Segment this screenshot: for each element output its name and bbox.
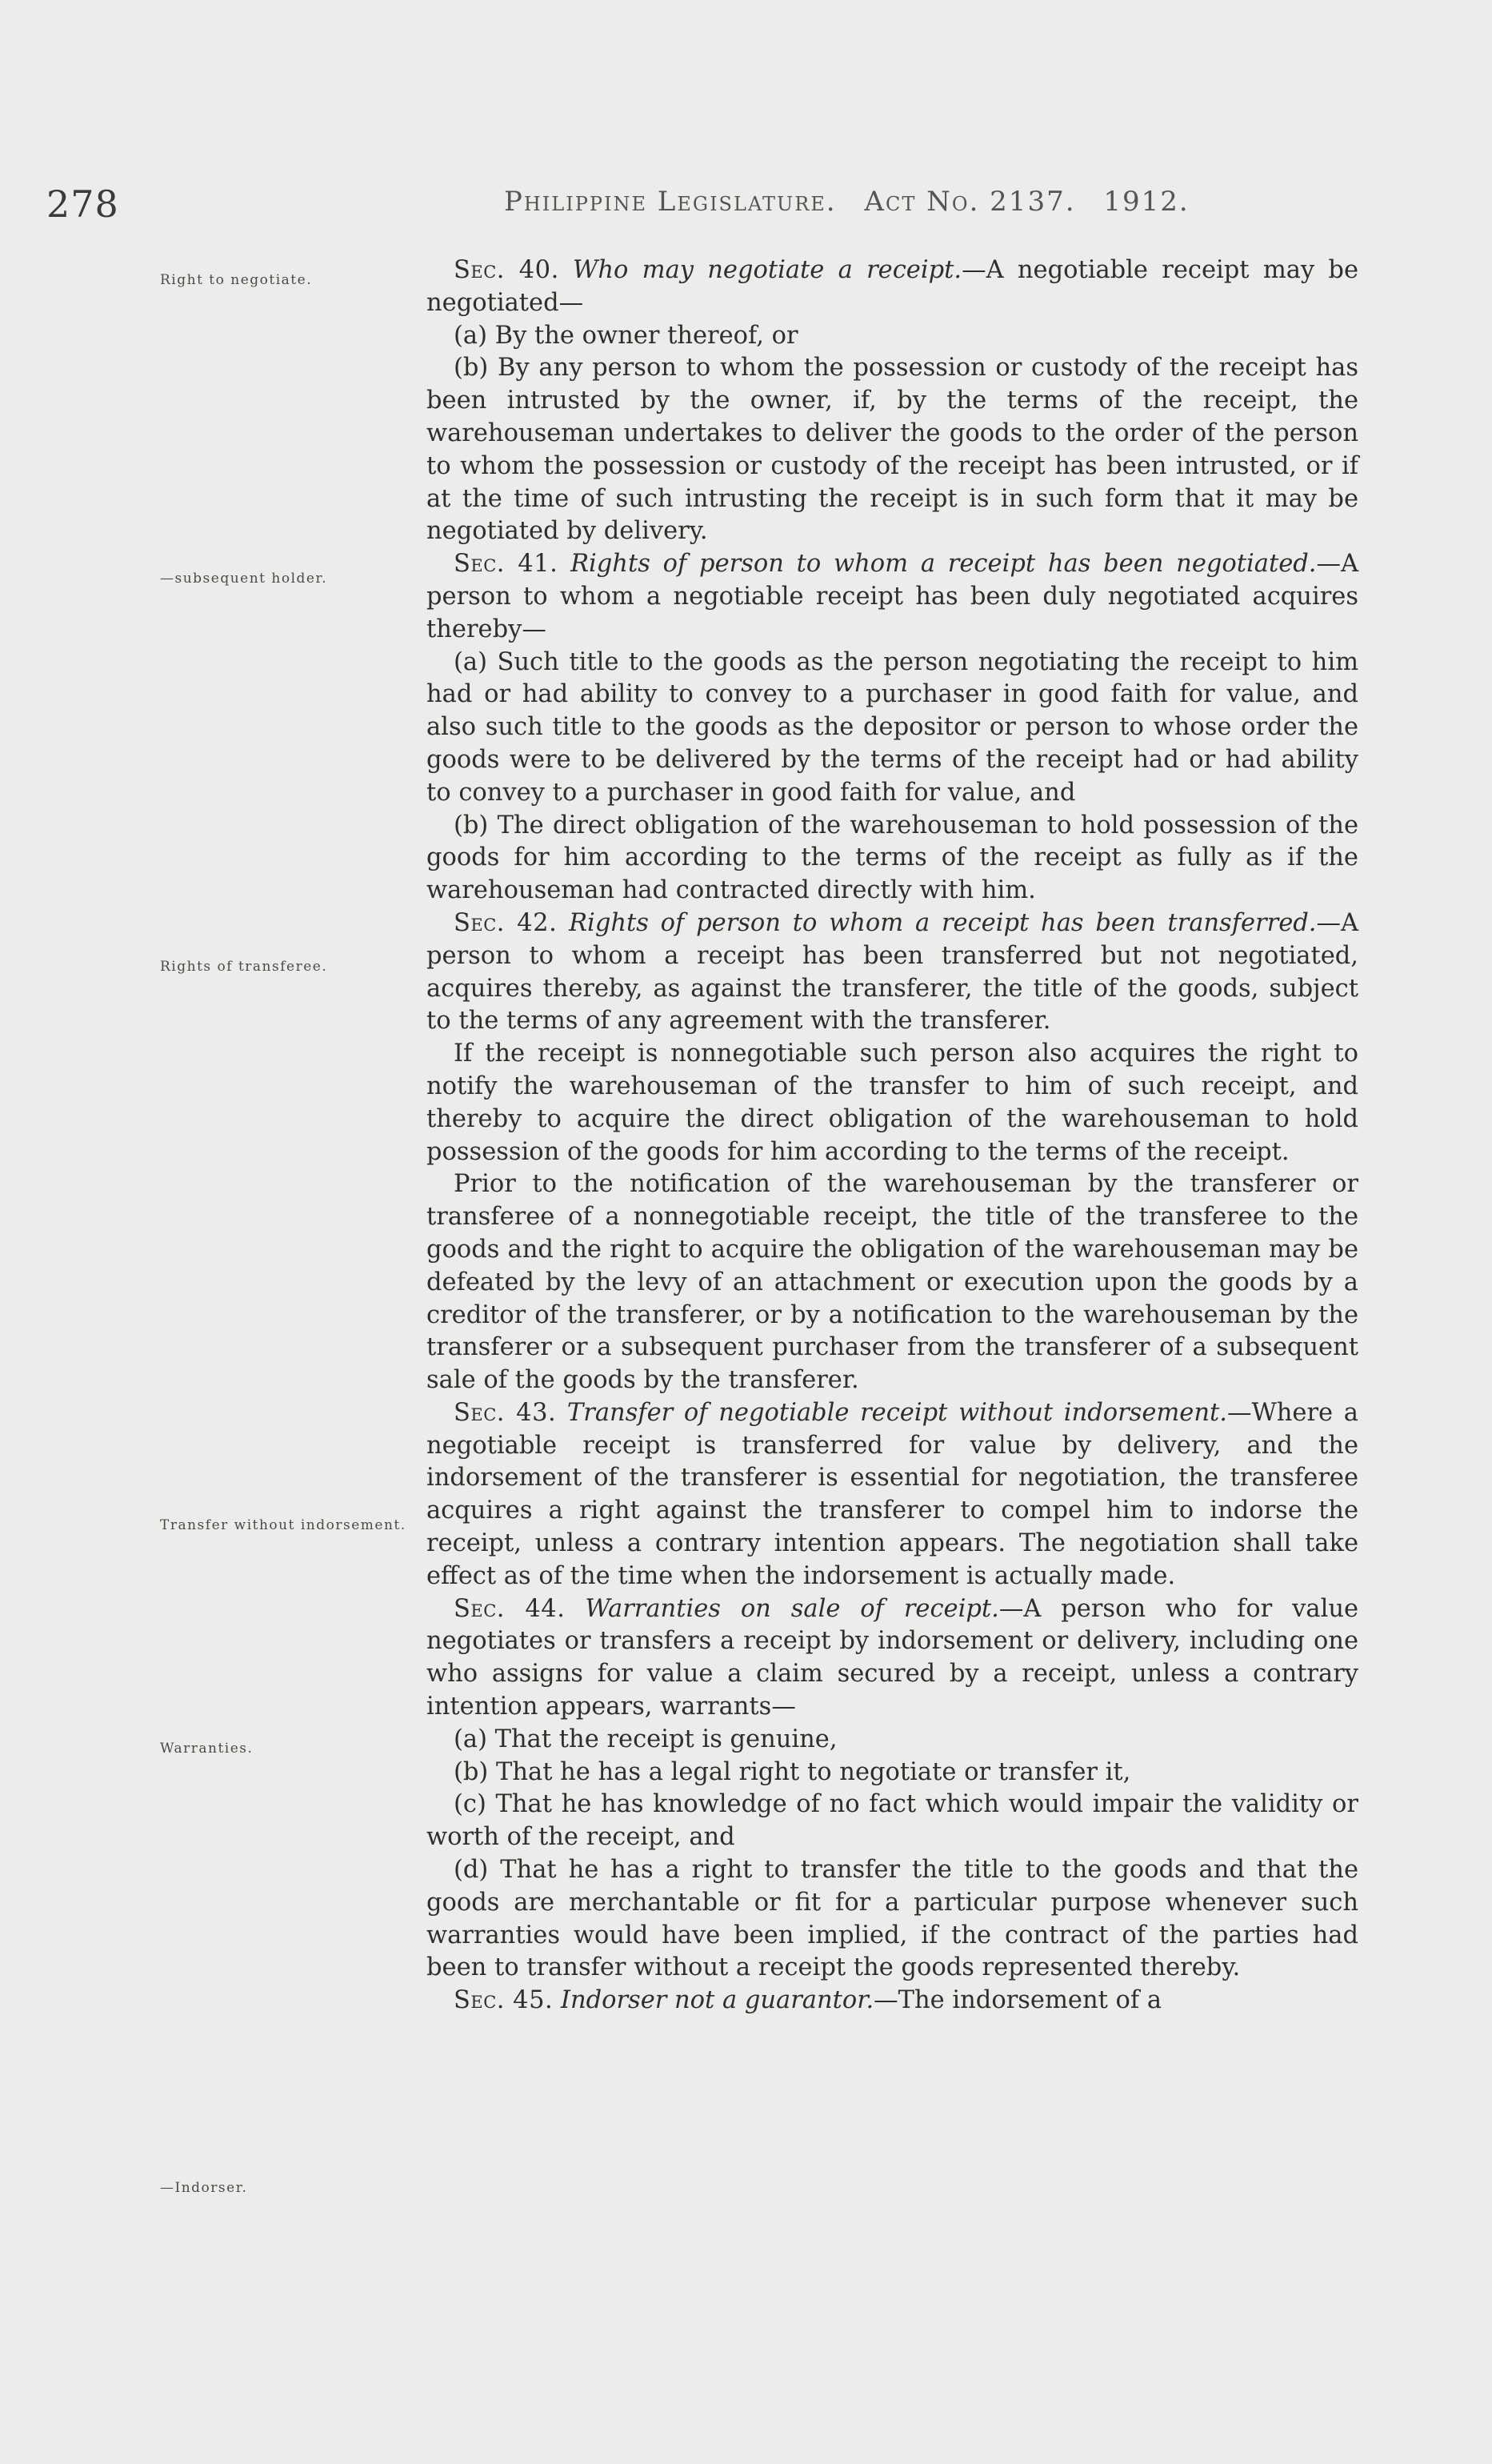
margin-note-right-to-negotiate: Right to negotiate. xyxy=(160,272,313,288)
margin-note-transfer-without-indorsement: Transfer without indorsement. xyxy=(160,1517,406,1533)
section-title: Transfer of negotiable receipt without indorsement. xyxy=(566,1398,1227,1427)
body-text xyxy=(426,254,1358,2017)
section-label: Sec. 41. xyxy=(454,550,558,579)
section-text: —Where a negotiable receipt is transferred for value by delivery, and the indorsement of the transferer is essential for negotiation, the transferee acquires a right against the transferer to compel him to indorse the receipt, unless a contrary intention appears. The negotiation shall take effect as of the time when the indorsement is actually made. xyxy=(426,1398,1358,1590)
clause: (a) Such title to the goods as the person negotiating the receipt to him had or had ability to convey to a purchaser in good faith for value, and also such title to the goods as the depositor or person to whose order the goods were to be delivered by the terms of the receipt had or had ability to convey to a purchaser in good faith for value, and xyxy=(426,647,1358,807)
clause: (c) That he has knowledge of no fact which would impair the validity or worth of the receipt, and xyxy=(426,1790,1358,1852)
section-title: Who may negotiate a receipt. xyxy=(573,256,962,284)
section-text: —The indorsement of a xyxy=(874,1986,1162,2015)
section-title: Indorser not a guarantor. xyxy=(560,1986,874,2015)
section-label: Sec. 40. xyxy=(454,256,559,284)
section-40 xyxy=(426,254,1358,320)
clause: (d) That he has a right to transfer the title to the goods and that the goods are merchantable or fit for a particular purpose whenever such warranties would have been implied, if the contract of the parties had been to transfer without a receipt the goods represented thereby. xyxy=(426,1856,1358,1982)
paragraph: If the receipt is nonnegotiable such person also acquires the right to notify the warehouseman of the transfer to him of such receipt, and thereby to acquire the direct obligation of the warehouseman to hold possession of the goods for him according to the terms of the receipt. xyxy=(426,1040,1358,1166)
clause: (b) The direct obligation of the warehouseman to hold possession of the goods for him according to the terms of the receipt as fully as if the warehouseman had contracted directly with him. xyxy=(426,811,1358,905)
clause: (a) That the receipt is genuine, xyxy=(454,1725,838,1753)
clause: (a) By the owner thereof, or xyxy=(454,321,798,350)
section-label: Sec. 43. xyxy=(454,1398,557,1427)
section-41 xyxy=(426,548,1358,646)
section-text: —A person to whom a receipt has been transferred but not negotiated, acquires thereby, as against the transferer, the title of the goods, subject to the terms of any agreement with the transferer. xyxy=(426,908,1358,1036)
margin-note-indorser: —Indorser. xyxy=(160,2180,248,2196)
margin-note-subsequent-holder: —subsequent holder. xyxy=(160,571,328,587)
running-head xyxy=(504,186,1207,218)
section-text: —A person who for value negotiates or transfers a receipt by indorsement or delivery, including one who assigns for value a claim secured by a receipt, unless a contrary intention appears, warrants— xyxy=(426,1594,1359,1721)
section-44 xyxy=(426,1593,1358,1724)
running-head-year: 1912. xyxy=(1103,186,1190,218)
section-label: Sec. 44. xyxy=(454,1594,566,1623)
paragraph: Prior to the notification of the warehouseman by the transferer or transferee of a nonnegotiable receipt, the title of the transferee to the goods and the right to acquire the obligation of the warehouseman may be defeated by the levy of an attachment or execution upon the goods by a creditor of the transferer, or by a notification to the warehouseman by the transferer or a subsequent purchaser from the transferer of a subsequent sale of the goods by the transferer. xyxy=(426,1170,1358,1395)
clause: (b) That he has a legal right to negotiate or transfer it, xyxy=(454,1757,1131,1786)
section-title: Rights of person to whom a receipt has been transferred. xyxy=(569,908,1317,937)
margin-note-warranties: Warranties. xyxy=(160,1741,254,1757)
running-head-title: Philippine Legislature. xyxy=(504,186,837,218)
clause: (b) By any person to whom the possession or custody of the receipt has been intrusted by the owner, if, by the terms of the receipt, the warehouseman undertakes to deliver the goods to the order of the person to whom the possession or custody of the receipt has been intrusted, or if at the time of such intrusting the receipt is in such form that it may be negotiated by delivery. xyxy=(426,354,1358,546)
margin-note-rights-of-transferee: Rights of transferee. xyxy=(160,959,328,975)
section-label: Sec. 42. xyxy=(454,908,558,937)
section-text: —A person to whom a negotiable receipt has been duly negotiated acquires thereby— xyxy=(426,550,1359,643)
running-head-act: Act No. 2137. xyxy=(864,186,1076,218)
section-title: Rights of person to whom a receipt has been negotiated. xyxy=(570,550,1317,579)
section-42 xyxy=(426,907,1358,1038)
section-label: Sec. 45. xyxy=(454,1986,554,2015)
section-text: —A negotiable receipt may be negotiated— xyxy=(426,256,1358,317)
section-43 xyxy=(426,1397,1358,1593)
section-45 xyxy=(426,1985,1358,2017)
section-title: Warranties on sale of receipt. xyxy=(585,1594,999,1623)
page-number: 278 xyxy=(46,182,119,226)
